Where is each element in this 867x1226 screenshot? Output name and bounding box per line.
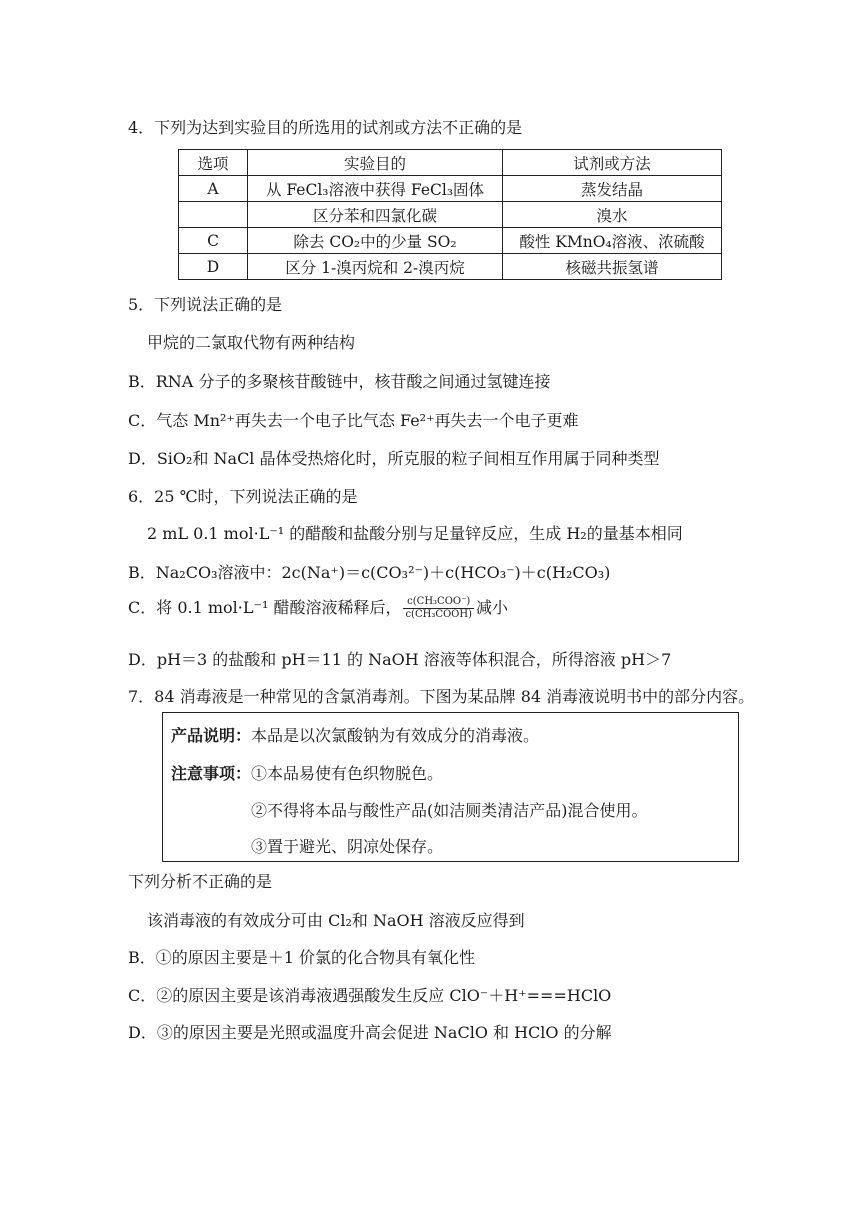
q6-stem: 6．25 ℃时，下列说法正确的是 xyxy=(128,487,358,506)
q6-option-a: 2 mL 0.1 mol·L⁻¹ 的醋酸和盐酸分别与足量锌反应，生成 H₂的量基本相同 xyxy=(147,524,683,543)
table-cell: C xyxy=(179,228,248,254)
q6-option-b: B．Na₂CO₃溶液中：2c(Na⁺)＝c(CO₃²⁻)＋c(HCO₃⁻)＋c(H₂CO₃) xyxy=(128,563,611,582)
header-method: 试剂或方法 xyxy=(503,150,722,176)
q5-option-c: C．气态 Mn²⁺再失去一个电子比气态 Fe²⁺再失去一个电子更难 xyxy=(128,411,579,430)
q6-option-c-pre: C．将 0.1 mol·L⁻¹ 醋酸溶液稀释后， xyxy=(128,598,402,617)
table-row xyxy=(179,176,722,202)
table-cell: 区分苯和四氯化碳 xyxy=(248,202,503,228)
box-note-2: ②不得将本品与酸性产品(如洁厕类清洁产品)混合使用。 xyxy=(251,801,648,820)
table-cell: 溴水 xyxy=(503,202,722,228)
header-purpose: 实验目的 xyxy=(248,150,503,176)
header-option: 选项 xyxy=(179,150,248,176)
q7-option-b: B．①的原因主要是＋1 价氯的化合物具有氧化性 xyxy=(128,948,476,967)
fraction xyxy=(403,596,474,621)
table-cell xyxy=(179,202,248,228)
box-line-2 xyxy=(171,761,443,784)
table-row xyxy=(179,202,722,228)
q5-option-a: 甲烷的二氯取代物有两种结构 xyxy=(147,333,356,352)
q7-ask: 下列分析不正确的是 xyxy=(128,872,273,891)
q7-option-a: 该消毒液的有效成分可由 Cl₂和 NaOH 溶液反应得到 xyxy=(147,911,525,930)
table-row xyxy=(179,228,722,254)
q5-option-d: D．SiO₂和 NaCl 晶体受热熔化时，所克服的粒子间相互作用属于同种类型 xyxy=(128,449,660,468)
box-description: 本品是以次氯酸钠为有效成分的消毒液。 xyxy=(251,726,540,745)
q7-stem: 7．84 消毒液是一种常见的含氯消毒剂。下图为某品牌 84 消毒液说明书中的部分内容。 xyxy=(128,687,755,706)
table-cell: A xyxy=(179,176,248,202)
q5-option-b: B．RNA 分子的多聚核苷酸链中，核苷酸之间通过氢键连接 xyxy=(128,372,551,391)
q7-option-c: C．②的原因主要是该消毒液遇强酸发生反应 ClO⁻＋H⁺===HClO xyxy=(128,986,612,1005)
q4-stem: 4．下列为达到实验目的所选用的试剂或方法不正确的是 xyxy=(128,118,523,137)
q4-table xyxy=(178,149,722,280)
box-line-1 xyxy=(171,723,539,746)
table-cell: 区分 1-溴丙烷和 2-溴丙烷 xyxy=(248,254,503,280)
q6-option-c-post: 减小 xyxy=(476,598,509,617)
table-cell: 除去 CO₂中的少量 SO₂ xyxy=(248,228,503,254)
table-cell: 蒸发结晶 xyxy=(503,176,722,202)
fraction-denominator: c(CH₃COOH) xyxy=(405,609,473,620)
q6-option-d: D．pH＝3 的盐酸和 pH＝11 的 NaOH 溶液等体积混合，所得溶液 pH＞7 xyxy=(128,650,672,669)
q5-stem: 5．下列说法正确的是 xyxy=(128,295,283,314)
box-label-description: 产品说明： xyxy=(171,726,252,745)
box-label-notes: 注意事项： xyxy=(171,764,252,783)
q6-option-c xyxy=(128,595,508,621)
table-cell: 酸性 KMnO₄溶液、浓硫酸 xyxy=(503,228,722,254)
table-row xyxy=(179,254,722,280)
q7-option-d: D．③的原因主要是光照或温度升高会促进 NaClO 和 HClO 的分解 xyxy=(128,1023,612,1042)
table-header-row xyxy=(179,150,722,176)
table-cell: D xyxy=(179,254,248,280)
fraction-numerator: c(CH₃COO⁻) xyxy=(403,596,474,609)
table-cell: 核磁共振氢谱 xyxy=(503,254,722,280)
table-cell: 从 FeCl₃溶液中获得 FeCl₃固体 xyxy=(248,176,503,202)
instruction-box xyxy=(162,712,739,862)
box-note-3: ③置于避光、阴凉处保存。 xyxy=(251,837,444,856)
box-note-1: ①本品易使有色织物脱色。 xyxy=(251,764,444,783)
